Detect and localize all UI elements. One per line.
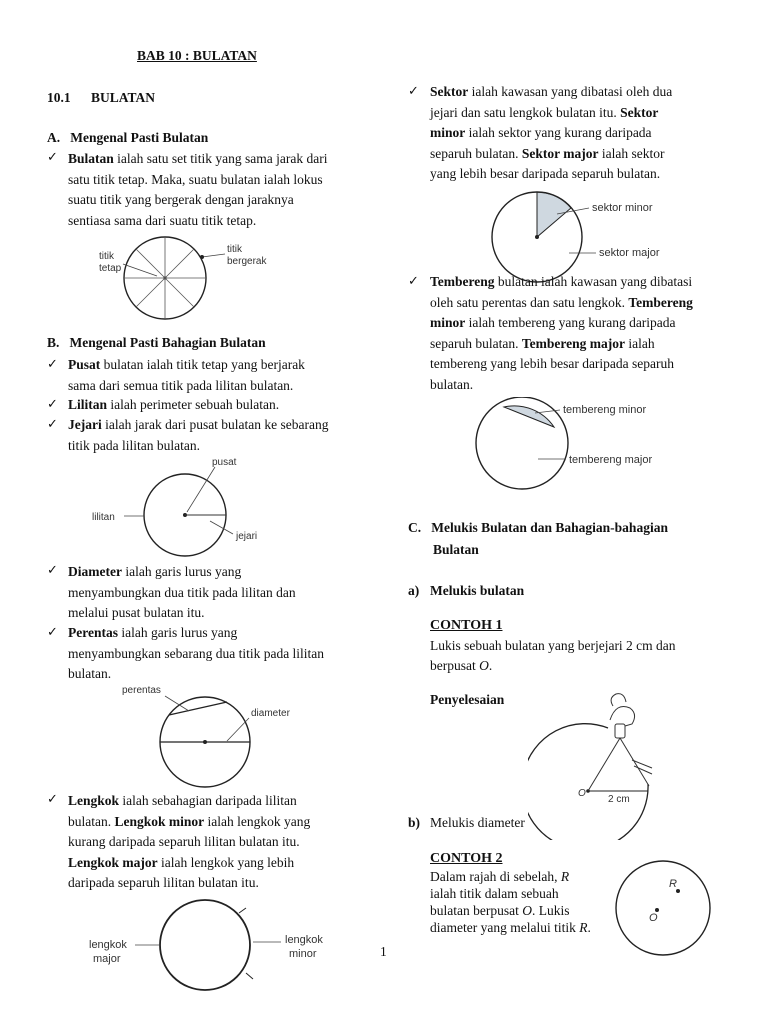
- label-minor: lengkok: [285, 934, 323, 946]
- var: R: [579, 920, 588, 935]
- term: Lilitan: [68, 397, 108, 412]
- label-moving: titik: [227, 244, 242, 255]
- label-minor: minor: [289, 948, 317, 960]
- text: separuh bulatan.: [430, 145, 522, 161]
- minor-sector: [537, 192, 571, 237]
- example-2-figure: [610, 858, 720, 960]
- example-1-title: CONTOH 1: [430, 618, 503, 633]
- chord-pointer: [165, 696, 189, 711]
- arc-figure: [85, 895, 325, 995]
- text: ialah: [624, 335, 655, 351]
- compass-icon: [588, 694, 652, 791]
- lilitan-definition: [68, 395, 368, 416]
- term: Perentas: [68, 625, 118, 640]
- text: ialah lengkok yang: [204, 813, 311, 829]
- check-icon: ✓: [47, 625, 58, 640]
- term: Tembereng: [430, 274, 495, 289]
- heading-part-a: A. Mengenal Pasti Bulatan: [47, 130, 209, 145]
- text: kurang daripada separuh lilitan bulatan itu.: [68, 834, 300, 849]
- heading-part-c: C. Melukis Bulatan dan Bahagian-bahagian: [408, 520, 668, 535]
- text: jejari dan satu lengkok bulatan itu.: [430, 104, 621, 120]
- text: diameter yang melalui titik: [430, 920, 580, 935]
- label-centre: pusat: [212, 457, 237, 468]
- label-moving: bergerak: [227, 256, 267, 267]
- text: daripada separuh lilitan bulatan itu.: [68, 875, 259, 890]
- subsection-a-label: a): [408, 583, 420, 598]
- label-fixed: tetap: [99, 263, 122, 274]
- label-diameter: diameter: [251, 708, 290, 719]
- text: tembereng yang lebih besar daripada separuh: [430, 356, 675, 371]
- term: Tembereng: [628, 294, 693, 310]
- diameter-definition: [68, 562, 368, 624]
- heading-part-c-cont: Bulatan: [433, 542, 479, 557]
- text: titik pada lilitan bulatan.: [68, 437, 200, 453]
- check-icon: ✓: [47, 357, 58, 372]
- label-major: lengkok: [89, 939, 127, 951]
- label-segment-major: tembereng major: [569, 454, 653, 466]
- text: Dalam rajah di sebelah,: [430, 869, 561, 884]
- label-o: O: [649, 912, 658, 924]
- var: O: [522, 903, 532, 918]
- text: bulatan berpusat: [430, 903, 523, 918]
- locus-circle-figure: [95, 234, 285, 324]
- term: Tembereng major: [521, 335, 625, 351]
- var: R: [560, 869, 570, 884]
- check-icon: ✓: [408, 84, 419, 99]
- circle-outline: [616, 861, 710, 955]
- text: .: [488, 658, 493, 673]
- radius-lines: [124, 237, 206, 319]
- example-2-title: CONTOH 2: [430, 851, 503, 866]
- text: yang lebih besar daripada separuh bulatan.: [430, 166, 661, 181]
- lengkok-definition: [68, 791, 368, 894]
- moving-point-pointer: [202, 254, 225, 257]
- section-name: BULATAN: [91, 90, 156, 105]
- arc-tick: [246, 973, 253, 979]
- circle-outline: [160, 900, 250, 990]
- section-number: 10.1: [47, 90, 71, 105]
- text: ialah garis lurus yang: [118, 625, 238, 640]
- text: satu titik tetap. Maka, suatu bulatan ialah lokus: [68, 171, 323, 187]
- text: oleh satu perentas dan satu lengkok.: [430, 294, 629, 310]
- text: ialah kawasan yang dibatasi oleh dua: [468, 84, 673, 99]
- text: sama dari semua titik pada lilitan bulatan.: [68, 377, 294, 393]
- heading-part-b: B. Mengenal Pasti Bahagian Bulatan: [47, 335, 266, 350]
- bulatan-definition: [68, 149, 368, 231]
- sektor-definition: [430, 82, 730, 185]
- term: Bulatan: [68, 151, 114, 166]
- term: Lengkok major: [68, 854, 158, 870]
- text: bulatan ialah titik tetap yang berjarak: [100, 357, 305, 372]
- radius-pointer: [210, 521, 233, 534]
- centre-dot: [535, 235, 539, 239]
- term: minor: [430, 315, 466, 330]
- term: Jejari: [68, 417, 102, 432]
- label-chord: perentas: [122, 685, 161, 696]
- term: Pusat: [68, 357, 101, 372]
- text: bulatan.: [68, 666, 112, 681]
- term: Diameter: [68, 564, 122, 579]
- text: menyambungkan dua titik pada lilitan dan: [68, 584, 296, 600]
- term: Lengkok: [68, 793, 120, 808]
- drawn-circle: [528, 724, 648, 840]
- text: . Lukis: [531, 903, 570, 918]
- text: Lukis sebuah bulatan yang berjejari 2 cm dan: [430, 638, 676, 653]
- text: ialah satu set titik yang sama jarak dari: [113, 151, 328, 166]
- text: ialah tembereng yang kurang daripada: [465, 315, 676, 330]
- fixed-point-pointer: [123, 264, 157, 276]
- label-2cm: 2 cm: [608, 794, 630, 805]
- text: ialah sektor: [598, 145, 665, 161]
- compass-construction-figure: [528, 690, 668, 840]
- page-number: 1: [380, 944, 387, 959]
- var: O: [479, 658, 489, 673]
- example-1-text: [430, 636, 676, 676]
- text: suatu titik yang bergerak dengan jaraknya: [68, 192, 294, 207]
- term: Sektor: [620, 104, 659, 120]
- term: Sektor: [430, 84, 469, 99]
- jejari-definition: [68, 415, 368, 456]
- text: ialah titik dalam sebuah: [430, 886, 559, 901]
- subsection-b-label: b): [408, 815, 421, 830]
- term: Sektor major: [521, 145, 599, 161]
- term: Lengkok minor: [114, 813, 205, 829]
- centre-dot: [203, 740, 207, 744]
- text: sentiasa sama dari suatu titik tetap.: [68, 212, 257, 228]
- text: bulatan ialah kawasan yang dibatasi: [494, 274, 693, 289]
- text: menyambungkan sebarang dua titik pada lilitan: [68, 645, 325, 661]
- label-centre-o: O: [578, 788, 586, 799]
- example-2-text: [430, 868, 591, 936]
- label-sector-minor: sektor minor: [592, 202, 653, 214]
- label-r: R: [669, 878, 677, 890]
- label-sector-major: sektor major: [599, 247, 660, 259]
- check-icon: ✓: [47, 563, 58, 578]
- term: minor: [430, 125, 466, 140]
- text: ialah lengkok yang lebih: [157, 854, 295, 870]
- minor-segment: [504, 406, 554, 427]
- page-title: BAB 10 : BULATAN: [137, 48, 257, 63]
- label-segment-minor: tembereng minor: [563, 404, 647, 416]
- text: bulatan.: [430, 376, 474, 392]
- diameter-pointer: [227, 718, 249, 741]
- check-icon: ✓: [47, 417, 58, 432]
- subsection-b-title: Melukis diameter: [430, 815, 525, 830]
- arc-tick: [239, 908, 246, 913]
- chord-diameter-figure: [115, 682, 315, 790]
- subsection-a-title: Melukis bulatan: [430, 583, 525, 598]
- text: ialah garis lurus yang: [121, 564, 242, 579]
- perentas-definition: [68, 623, 368, 685]
- centre-pointer: [187, 467, 215, 512]
- segment-figure: [470, 397, 690, 492]
- tembereng-definition: [430, 272, 730, 395]
- sector-figure: [485, 188, 695, 283]
- text: .: [587, 920, 591, 935]
- text: ialah jarak dari pusat bulatan ke sebarang: [101, 417, 329, 432]
- text: ialah sektor yang kurang daripada: [465, 125, 652, 140]
- text: ialah sebahagian daripada lilitan: [119, 793, 297, 808]
- solution-label: Penyelesaian: [430, 692, 505, 707]
- check-icon: ✓: [47, 397, 58, 412]
- check-icon: ✓: [408, 274, 419, 289]
- text: bulatan.: [68, 813, 115, 829]
- label-circumference: lilitan: [92, 512, 115, 523]
- label-radius: jejari: [236, 531, 258, 542]
- label-major: major: [93, 953, 121, 965]
- pusat-definition: [68, 355, 368, 396]
- text: berpusat: [430, 658, 480, 673]
- text: separuh bulatan.: [430, 335, 522, 351]
- moving-point-dot: [200, 255, 204, 259]
- check-icon: ✓: [47, 150, 58, 165]
- check-icon: ✓: [47, 792, 58, 807]
- circle-parts-figure: [90, 455, 290, 560]
- text: melalui pusat bulatan itu.: [68, 605, 205, 620]
- text: ialah perimeter sebuah bulatan.: [107, 397, 280, 412]
- label-fixed: titik: [99, 251, 114, 262]
